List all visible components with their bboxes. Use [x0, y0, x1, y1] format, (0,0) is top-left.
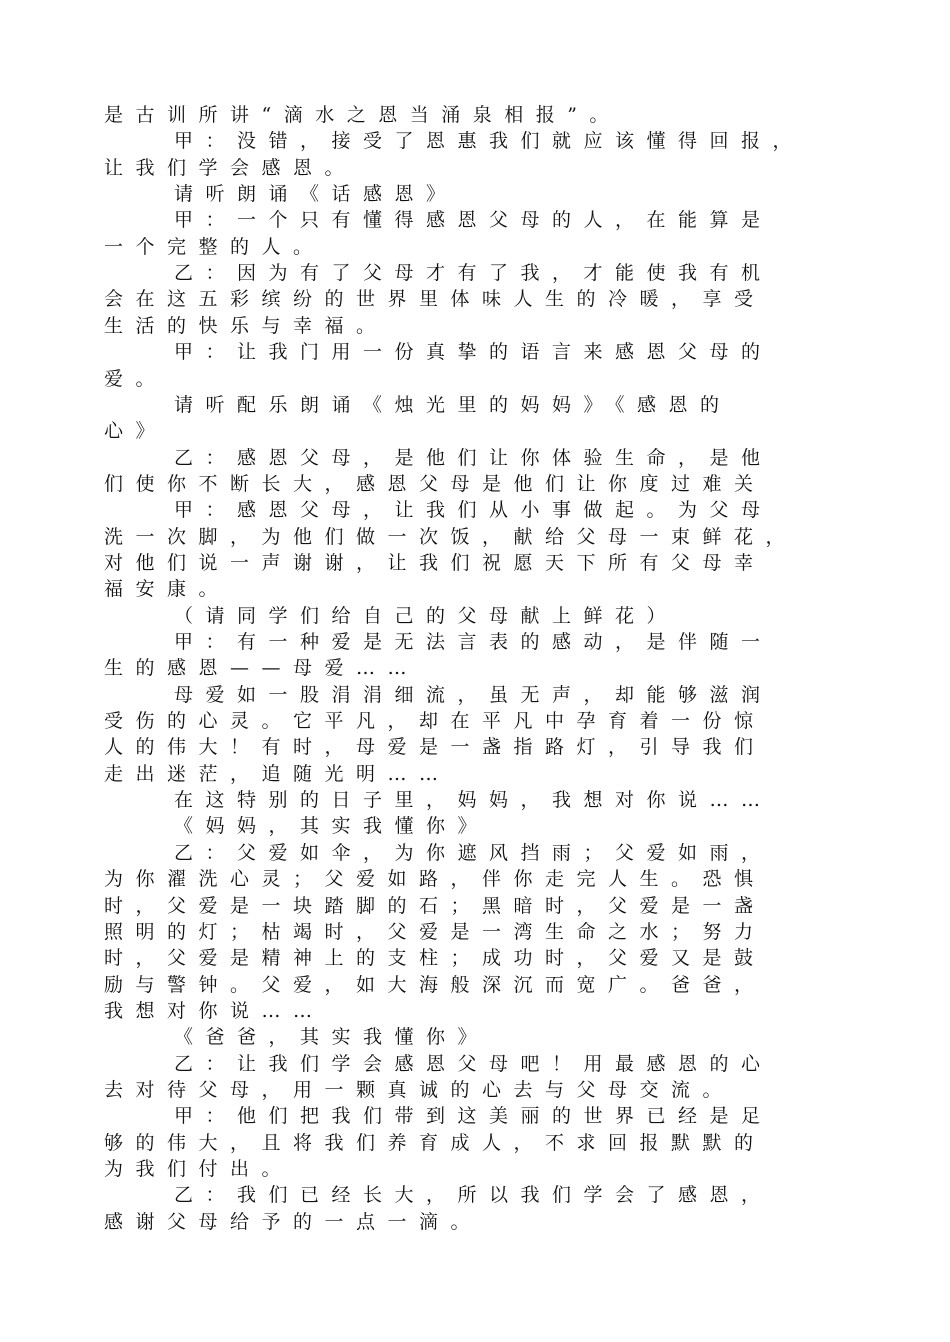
text-line: 我想对你说…… — [104, 999, 325, 1022]
text-line: 为你濯洗心灵；父爱如路，伴你走完人生。恐惧 — [104, 868, 766, 891]
text-line: 是古训所讲“滴水之恩当涌泉相报”。 — [104, 104, 621, 126]
text-line: 人的伟大！有时，母爱是一盏指路灯，引导我们 — [104, 736, 766, 759]
text-line: 够的伟大，且将我们养育成人，不求回报默默的 — [104, 1131, 766, 1154]
text-line: 生的感恩——母爱…… — [104, 657, 420, 680]
text-line: 请听配乐朗诵《烛光里的妈妈》《感恩的 — [174, 393, 732, 416]
text-line: 受伤的心灵。它平凡，却在平凡中孕育着一份惊 — [104, 710, 766, 733]
text-line: 一个完整的人。 — [104, 235, 325, 258]
text-line: 乙：父爱如伞，为你遮风挡雨；父爱如雨， — [174, 841, 773, 864]
text-line: 甲：让我门用一份真挚的语言来感恩父母的 — [174, 341, 773, 364]
text-line: 《妈妈，其实我懂你》 — [174, 815, 490, 838]
text-line: 时，父爱是一块踏脚的石；黑暗时，父爱是一盏 — [104, 894, 766, 917]
text-line: 甲：他们把我们带到这美丽的世界已经是足 — [174, 1105, 773, 1128]
text-line: 感谢父母给予的一点一滴。 — [104, 1210, 483, 1233]
text-line: 时，父爱是精神上的支柱；成功时，父爱又是鼓 — [104, 947, 766, 970]
text-line: 对他们说一声谢谢，让我们祝愿天下所有父母幸 — [104, 551, 766, 574]
text-line: 甲：没错，接受了恩惠我们就应该懂得回报， — [174, 130, 805, 153]
text-line: 洗一次脚，为他们做一次饭，献给父母一束鲜花， — [104, 525, 798, 548]
text-line: 会在这五彩缤纷的世界里体味人生的冷暖，享受 — [104, 288, 766, 311]
text-line: 励与警钟。父爱，如大海般深沉而宽广。爸爸， — [104, 973, 766, 996]
text-line: 母爱如一股涓涓细流，虽无声，却能够滋润 — [174, 683, 773, 706]
text-line: 们使你不断长大，感恩父母是他们让你度过难关 — [104, 472, 766, 495]
text-line: 生活的快乐与幸福。 — [104, 314, 388, 337]
text-line: 让我们学会感恩。 — [104, 156, 357, 179]
text-line: 请听朗诵《话感恩》 — [174, 183, 458, 206]
text-line: 心》 — [104, 420, 168, 443]
text-line: 《爸爸，其实我懂你》 — [174, 1026, 490, 1049]
text-line: 爱。 — [104, 367, 168, 390]
text-line: 去对待父母，用一颗真诚的心去与父母交流。 — [104, 1078, 735, 1101]
text-line: 乙：因为有了父母才有了我，才能使我有机 — [174, 262, 773, 285]
text-line: 乙：感恩父母，是他们让你体验生命，是他 — [174, 446, 773, 469]
text-line: （请同学们给自己的父母献上鲜花） — [174, 604, 679, 627]
text-line: 走出迷茫，追随光明…… — [104, 762, 451, 785]
text-line: 乙：让我们学会感恩父母吧！用最感恩的心 — [174, 1052, 773, 1075]
text-line: 福安康。 — [104, 578, 231, 601]
text-line: 照明的灯；枯竭时，父爱是一湾生命之水；努力 — [104, 920, 766, 943]
text-line: 甲：有一种爱是无法言表的感动，是伴随一 — [174, 631, 773, 653]
text-line: 甲：感恩父母，让我们从小事做起。为父母 — [174, 499, 773, 522]
text-line: 为我们付出。 — [104, 1158, 294, 1180]
text-line: 乙：我们已经长大，所以我们学会了感恩， — [174, 1184, 773, 1207]
text-line: 在这特别的日子里，妈妈，我想对你说…… — [174, 789, 773, 812]
text-line: 甲：一个只有懂得感恩父母的人，在能算是 — [174, 209, 773, 232]
